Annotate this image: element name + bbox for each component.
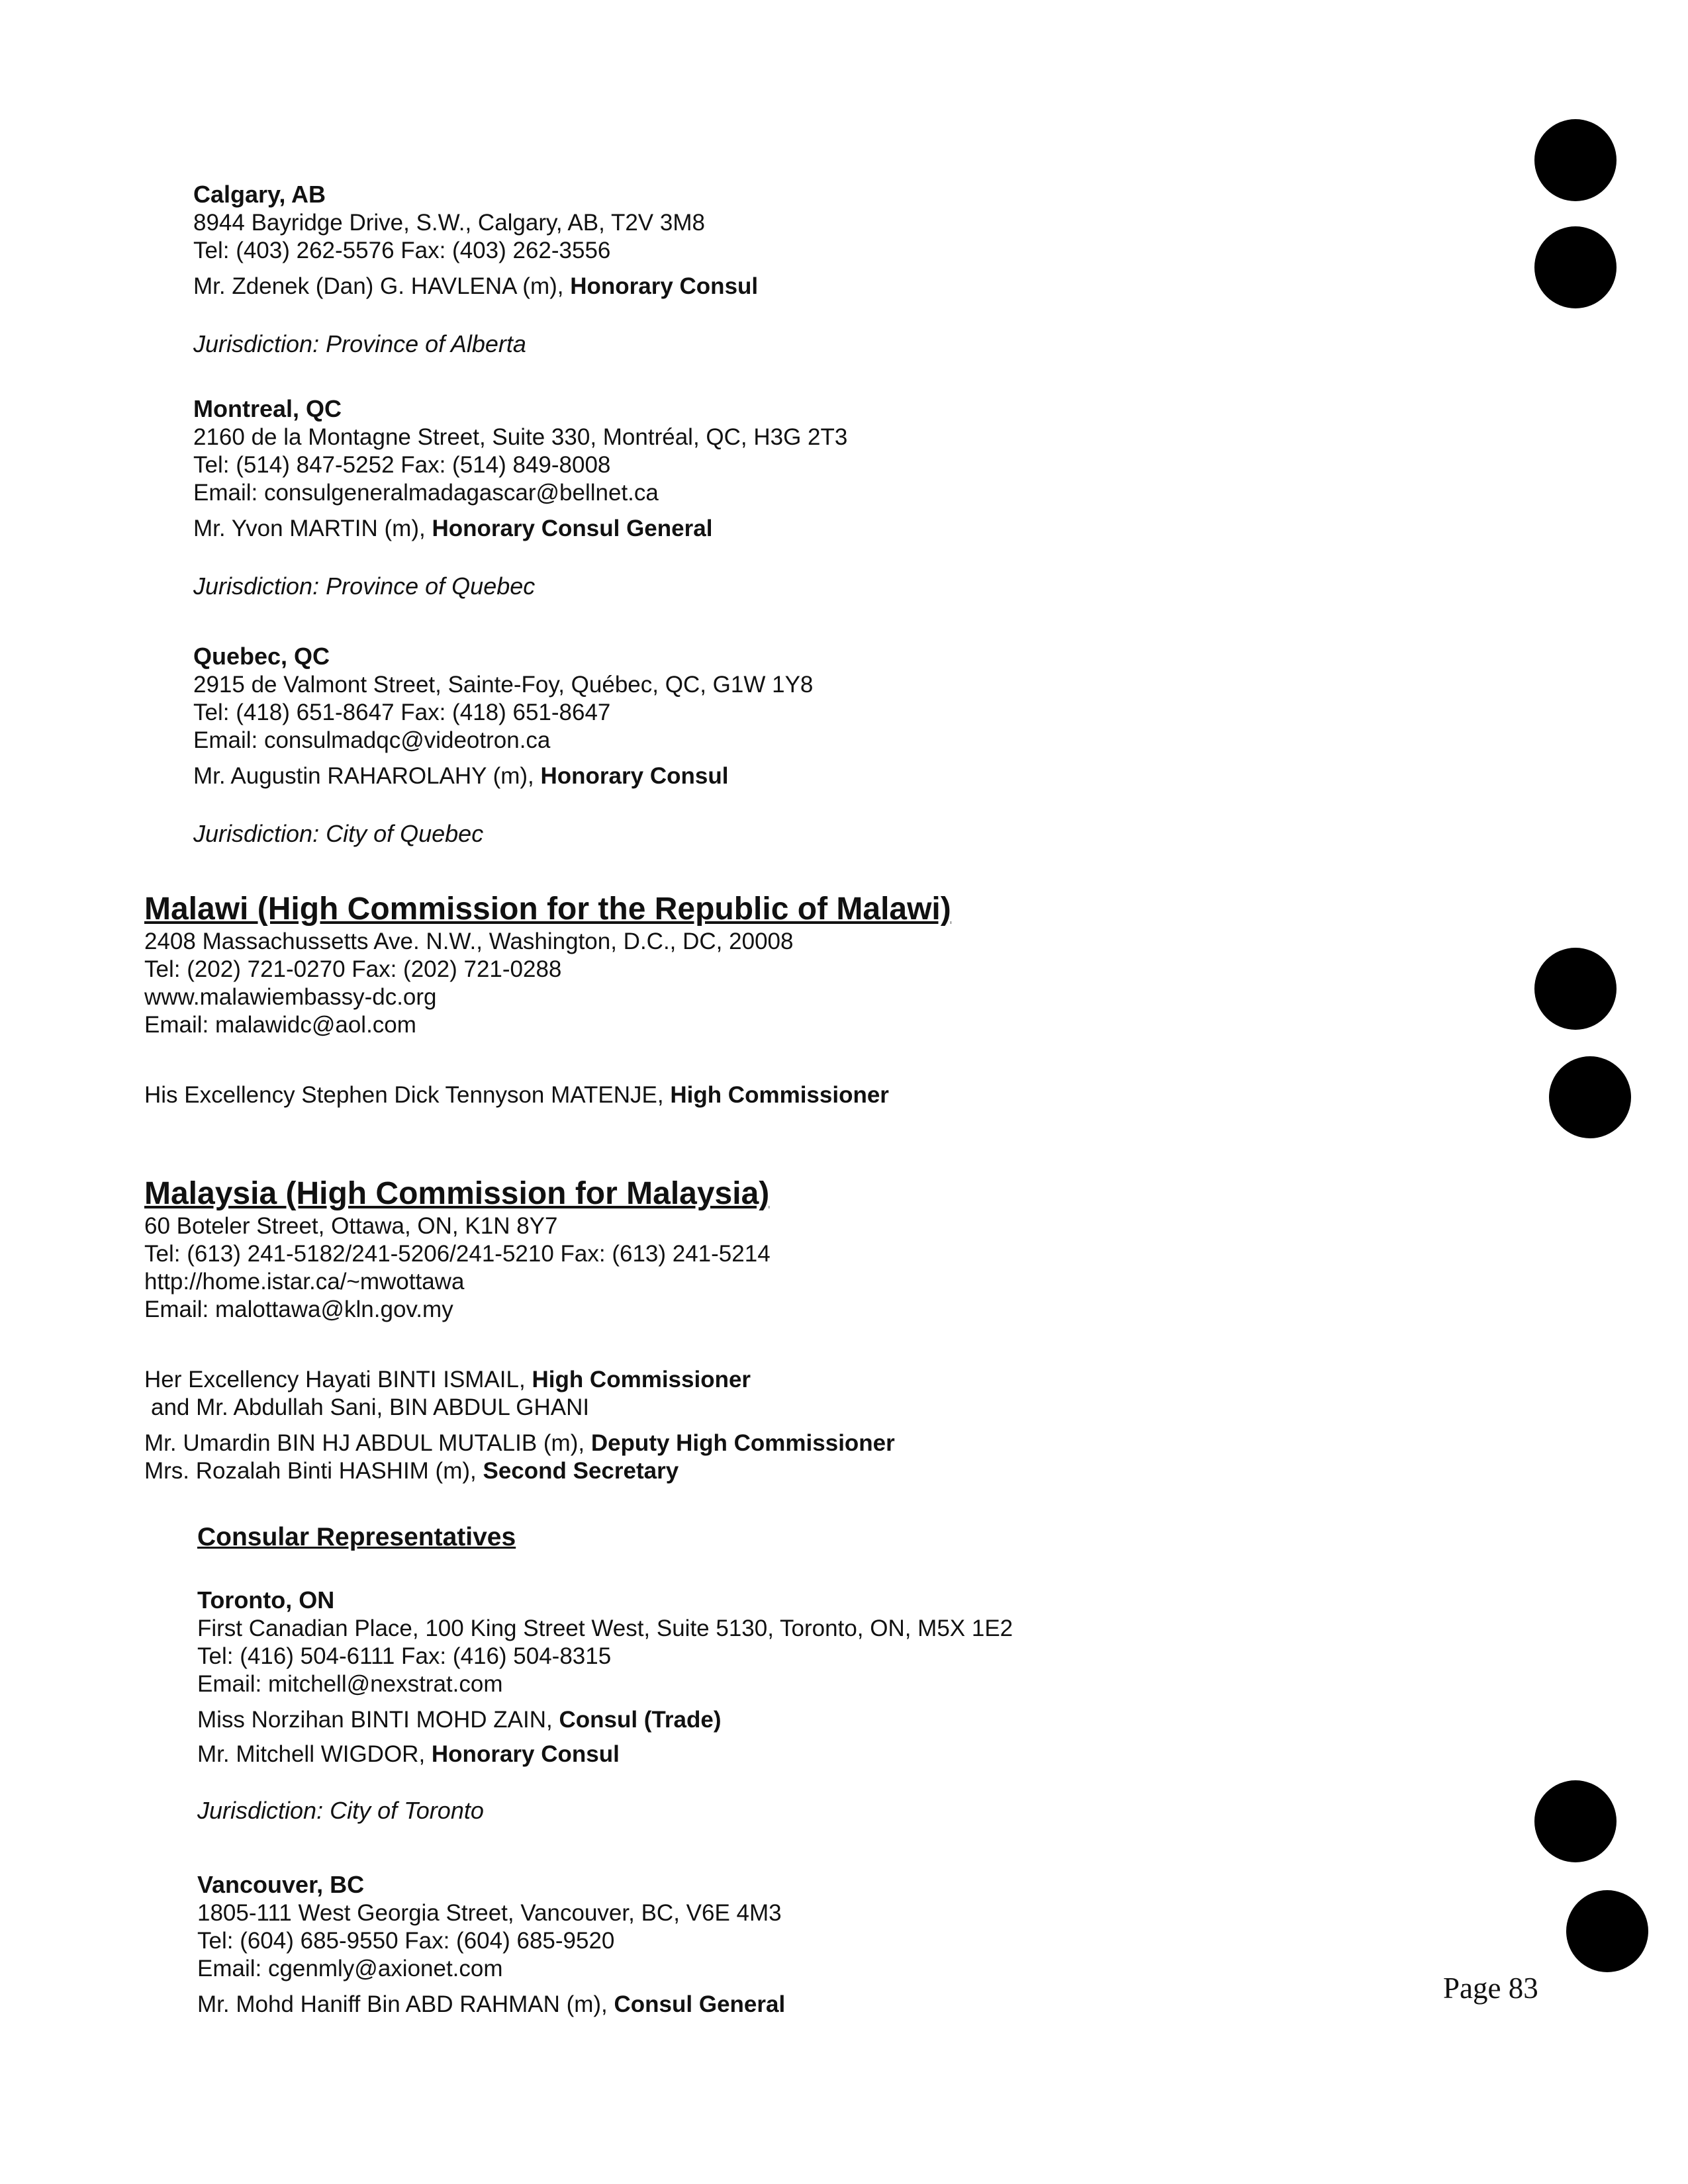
montreal-section (193, 394, 847, 601)
calgary-person (193, 273, 758, 300)
quebec-email: Email: consulmadqc@videotron.ca (193, 727, 551, 753)
consular-heading: Consular Representatives (197, 1523, 516, 1551)
quebec-person-name: Mr. Augustin RAHAROLAHY (m), (193, 763, 541, 789)
montreal-person (193, 515, 847, 543)
punch-hole-3 (1534, 948, 1617, 1030)
malaysia-address: 60 Boteler Street, Ottawa, ON, K1N 8Y7 (144, 1213, 558, 1239)
calgary-tel: Tel: (403) 262-5576 Fax: (403) 262-3556 (193, 238, 611, 263)
page-number: Page 83 (1443, 1972, 1538, 2005)
montreal-person-role: Honorary Consul General (432, 516, 713, 541)
vancouver-address: 1805-111 West Georgia Street, Vancouver, BC, V6E 4M3 (197, 1900, 782, 1926)
malawi-person-name: His Excellency Stephen Dick Tennyson MATENJE, (144, 1082, 671, 1108)
quebec-section (193, 642, 813, 848)
toronto-person-2 (197, 1741, 1013, 1768)
malaysia-section (144, 1175, 895, 1485)
vancouver-person-name: Mr. Mohd Haniff Bin ABD RAHMAN (m), (197, 1991, 614, 2017)
quebec-place: Quebec, QC (193, 643, 330, 670)
toronto-place: Toronto, ON (197, 1586, 335, 1614)
malaysia-person-3-name: Mrs. Rozalah Binti HASHIM (m), (144, 1458, 483, 1484)
malawi-email: Email: malawidc@aol.com (144, 1012, 416, 1038)
toronto-tel: Tel: (416) 504-6111 Fax: (416) 504-8315 (197, 1643, 612, 1669)
quebec-address: 2915 de Valmont Street, Sainte-Foy, Québec, QC, G1W 1Y8 (193, 672, 814, 698)
calgary-person-name: Mr. Zdenek (Dan) G. HAVLENA (m), (193, 273, 571, 299)
montreal-tel: Tel: (514) 847-5252 Fax: (514) 849-8008 (193, 452, 611, 478)
malaysia-website: http://home.istar.ca/~mwottawa (144, 1269, 465, 1295)
calgary-jurisdiction: Jurisdiction: Province of Alberta (193, 330, 526, 357)
vancouver-email: Email: cgenmly@axionet.com (197, 1956, 503, 1981)
montreal-jurisdiction: Jurisdiction: Province of Quebec (193, 572, 536, 600)
malaysia-email: Email: malottawa@kln.gov.my (144, 1297, 453, 1322)
malawi-address: 2408 Massachussetts Ave. N.W., Washington, D.C., DC, 20008 (144, 929, 794, 954)
malaysia-person-3 (144, 1457, 895, 1485)
malawi-person-role: High Commissioner (670, 1082, 889, 1108)
quebec-person-role: Honorary Consul (540, 763, 729, 789)
punch-hole-6 (1566, 1890, 1648, 1972)
vancouver-person-role: Consul General (614, 1991, 786, 2017)
malaysia-person-1-name: Her Excellency Hayati BINTI ISMAIL, (144, 1367, 532, 1392)
malawi-website: www.malawiembassy-dc.org (144, 984, 437, 1010)
punch-hole-5 (1534, 1780, 1617, 1862)
montreal-email: Email: consulgeneralmadagascar@bellnet.ca (193, 480, 659, 506)
toronto-email: Email: mitchell@nexstrat.com (197, 1671, 503, 1697)
malaysia-person-1-role: High Commissioner (532, 1367, 751, 1392)
malaysia-heading: Malaysia (High Commission for Malaysia) (144, 1176, 770, 1211)
malaysia-person-2 (144, 1430, 895, 1457)
malaysia-person-2-role: Deputy High Commissioner (590, 1430, 895, 1456)
toronto-address: First Canadian Place, 100 King Street West, Suite 5130, Toronto, ON, M5X 1E2 (197, 1615, 1013, 1641)
toronto-jurisdiction: Jurisdiction: City of Toronto (197, 1797, 484, 1824)
toronto-person-2-name: Mr. Mitchell WIGDOR, (197, 1741, 432, 1767)
vancouver-tel: Tel: (604) 685-9550 Fax: (604) 685-9520 (197, 1928, 615, 1954)
malaysia-person-1 (144, 1366, 895, 1394)
malawi-tel: Tel: (202) 721-0270 Fax: (202) 721-0288 (144, 956, 562, 982)
montreal-person-name: Mr. Yvon MARTIN (m), (193, 516, 432, 541)
vancouver-place: Vancouver, BC (197, 1871, 365, 1898)
malaysia-person-2-name: Mr. Umardin BIN HJ ABDUL MUTALIB (m), (144, 1430, 591, 1456)
quebec-person (193, 762, 813, 790)
punch-hole-4 (1549, 1056, 1631, 1138)
calgary-address: 8944 Bayridge Drive, S.W., Calgary, AB, T2V 3M8 (193, 210, 705, 236)
vancouver-person (197, 1991, 785, 2019)
quebec-tel: Tel: (418) 651-8647 Fax: (418) 651-8647 (193, 700, 611, 725)
toronto-person-1-name: Miss Norzihan BINTI MOHD ZAIN, (197, 1707, 559, 1733)
calgary-section (193, 180, 758, 359)
montreal-address: 2160 de la Montagne Street, Suite 330, Montréal, QC, H3G 2T3 (193, 424, 848, 450)
toronto-person-1 (197, 1706, 1013, 1734)
quebec-jurisdiction: Jurisdiction: City of Quebec (193, 820, 484, 847)
malawi-heading: Malawi (High Commission for the Republic of Malawi) (144, 891, 951, 927)
malaysia-tel: Tel: (613) 241-5182/241-5206/241-5210 Fax: (613) 241-5214 (144, 1241, 771, 1267)
malawi-person (144, 1081, 951, 1109)
toronto-section (197, 1586, 1013, 1825)
malawi-section (144, 891, 951, 1109)
consular-section (197, 1522, 516, 1553)
toronto-person-2-role: Honorary Consul (431, 1741, 620, 1767)
punch-hole-1 (1534, 119, 1617, 201)
vancouver-section (197, 1870, 785, 2019)
punch-hole-2 (1534, 226, 1617, 308)
malaysia-person-3-role: Second Secretary (483, 1458, 679, 1484)
malaysia-person-1-spouse: and Mr. Abdullah Sani, BIN ABDUL GHANI (151, 1394, 590, 1420)
calgary-place: Calgary, AB (193, 181, 326, 208)
toronto-person-1-role: Consul (Trade) (559, 1707, 722, 1733)
montreal-place: Montreal, QC (193, 395, 342, 422)
calgary-person-role: Honorary Consul (570, 273, 759, 299)
